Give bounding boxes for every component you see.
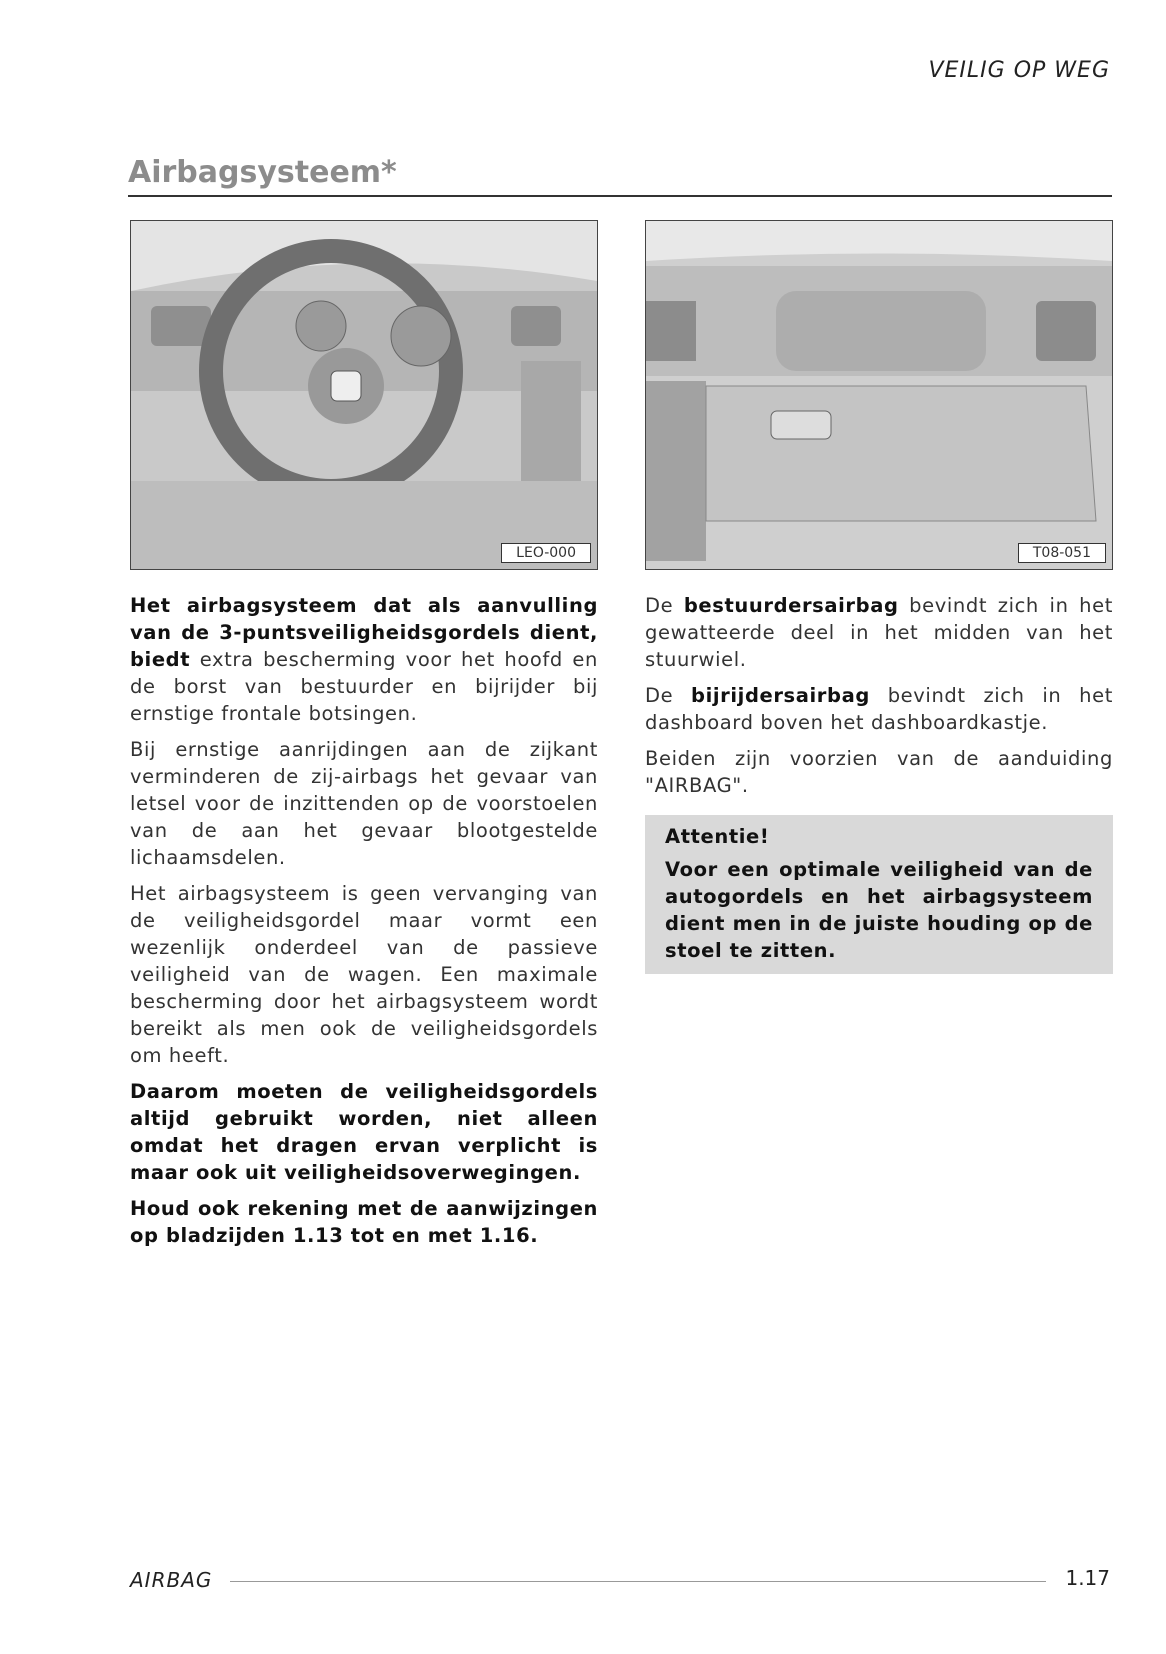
figure-steering-wheel [130,220,598,570]
bold-text: bijrijdersairbag [691,684,870,707]
title-rule [128,195,1112,197]
figure-label: T08-051 [1018,543,1106,563]
paragraph: Het airbagsysteem is geen vervanging van de veiligheidsgordel maar vormt een wezenlijk onderdeel van de passieve veiligheid van de wagen. Een maximale bescherming door het airbagsysteem wordt bereikt als men ook de veiligheidsgordels om heeft. [130,882,598,1067]
paragraph [645,592,1113,673]
text: bevindt zich in het gewatteerde deel in het midden van het stuurwiel. [645,594,1113,671]
page-title: Airbagsysteem* [128,155,397,190]
paragraph-bold: Houd ook rekening met de aanwijzingen op bladzijden 1.13 tot en met 1.16. [130,1197,598,1247]
running-header: VEILIG OP WEG [928,58,1110,83]
bold-text: Het airbagsysteem dat als aanvulling van de 3-puntsveiligheidsgordels dient, biedt [130,594,598,671]
warning-heading: Attentie! [665,825,770,848]
dashboard-illustration [646,221,1112,569]
warning-text: Voor een optimale veiligheid van de autogordels en het airbagsysteem dient men in de juiste houding op de stoel te zitten. [665,858,1093,962]
text: bevindt zich in het dashboard boven het dashboardkastje. [645,684,1113,734]
paragraph [645,682,1113,736]
bold-text: bestuurdersairbag [683,594,899,617]
paragraph: Bij ernstige aanrijdingen aan de zijkant verminderen de zij-airbags het gevaar van letsel voor de inzittenden op de voorstoelen van de aan het gevaar blootgestelde lichaamsdelen. [130,738,598,869]
paragraph [130,592,598,727]
paragraph-bold: Daarom moeten de veiligheidsgordels altijd gebruikt worden, niet alleen omdat het dragen ervan verplicht is maar ook uit veiligheidsoverwegingen. [130,1080,598,1184]
left-column [130,592,598,1258]
steering-wheel-illustration [131,221,597,569]
text: De [645,684,692,707]
footer-rule [230,1581,1046,1582]
footer-section: AIRBAG [130,1568,213,1592]
right-column [645,592,1113,974]
page-number: 1.17 [1065,1566,1110,1590]
text: extra bescherming voor het hoofd en de borst van bestuurder en bijrijder bij ernstige frontale botsingen. [130,648,598,725]
figure-dashboard-passenger [645,220,1113,570]
figure-label: LEO-000 [501,543,591,563]
warning-box [645,815,1113,974]
paragraph: Beiden zijn voorzien van de aanduiding "AIRBAG". [645,747,1113,797]
text: De [645,594,684,617]
